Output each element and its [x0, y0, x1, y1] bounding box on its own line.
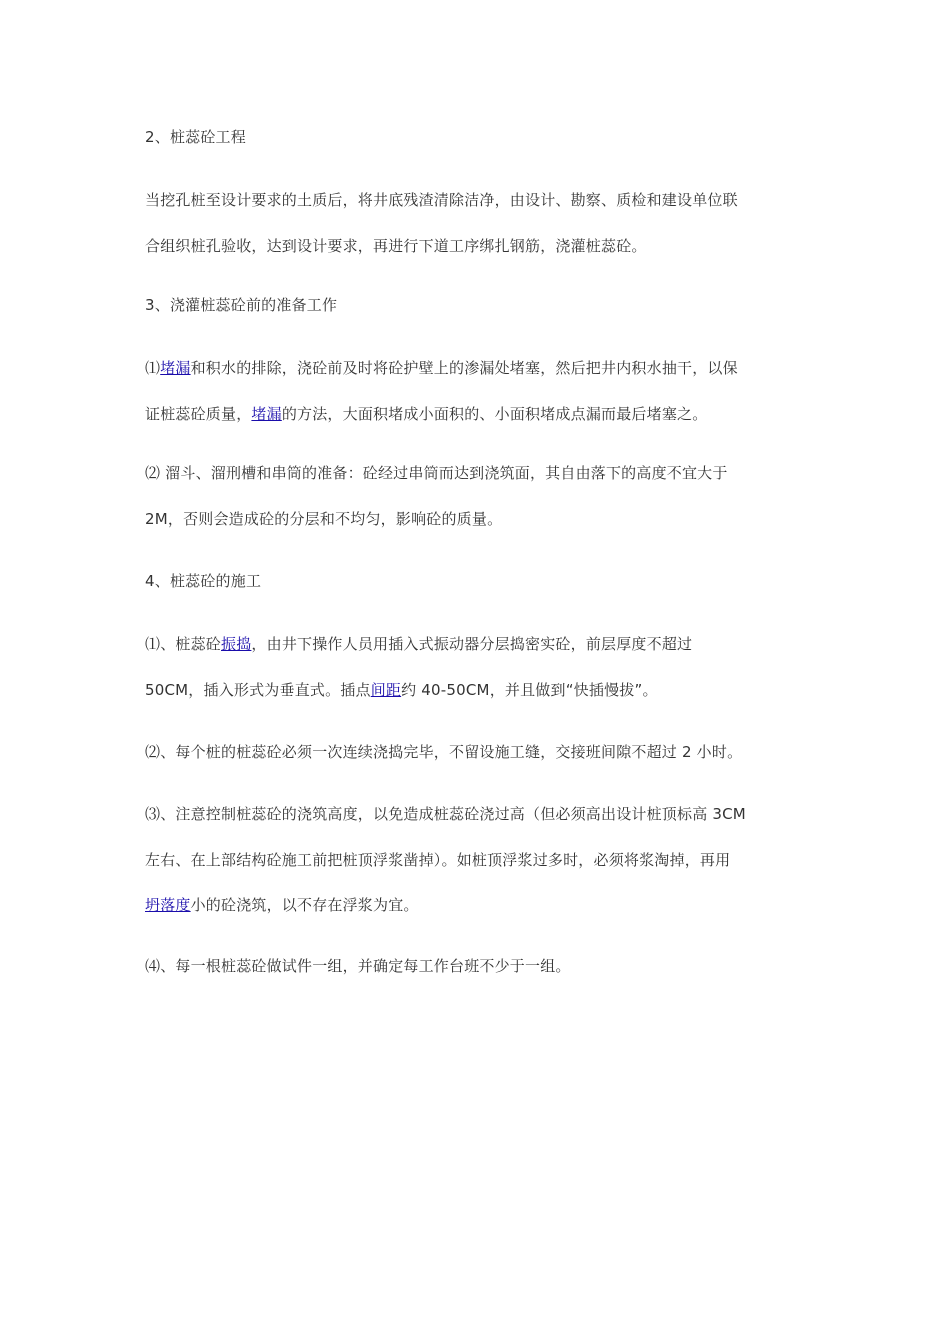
vibration-link[interactable]: 振捣 [221, 635, 252, 653]
section-3-item-2-line-1: ⑵ 溜斗、溜刑槽和串筒的准备：砼经过串筒而达到浇筑面，其自由落下的高度不宜大于 [145, 464, 728, 482]
item-text: 约 40-50CM，并且做到“快插慢拔”。 [401, 681, 658, 699]
section-3-item-1-line-2 [145, 403, 707, 425]
section-4-item-3-line-2: 左右、在上部结构砼施工前把桩顶浮浆凿掉）。如桩顶浮浆过多时，必须将浆淘掉，再用 [145, 851, 731, 869]
section-4-item-4-line-1: ⑷、每一根桩蕊砼做试件一组，并确定每工作台班不少于一组。 [145, 957, 571, 975]
item-text: 小的砼浇筑，以不存在浮浆为宜。 [190, 896, 419, 914]
section-2-heading: 2、桩蕊砼工程 [145, 128, 246, 146]
section-3-item-1-line-1 [145, 357, 738, 379]
leak-plugging-link-2[interactable]: 堵漏 [251, 405, 282, 423]
section-4-heading: 4、桩蕊砼的施工 [145, 572, 262, 590]
section-4-item-1-line-1 [145, 633, 692, 655]
leak-plugging-link[interactable]: 堵漏 [160, 359, 191, 377]
section-4-item-3-line-3 [145, 894, 419, 916]
item-text: 和积水的排除，浇砼前及时将砼护壁上的渗漏处堵塞，然后把井内积水抽干，以保 [190, 359, 738, 377]
item-marker: ⑴ [145, 359, 161, 377]
section-4-item-3-line-1: ⑶、注意控制桩蕊砼的浇筑高度，以免造成桩蕊砼浇过高（但必须高出设计桩顶标高 3CM [145, 805, 746, 823]
section-2-paragraph-line-1: 当挖孔桩至设计要求的土质后，将井底残渣清除洁净，由设计、勘察、质检和建设单位联 [145, 191, 738, 209]
section-3-item-2-line-2: 2M，否则会造成砼的分层和不均匀，影响砼的质量。 [145, 510, 503, 528]
spacing-link[interactable]: 间距 [370, 681, 402, 699]
item-text: 50CM，插入形式为垂直式。插点 [145, 681, 371, 699]
item-text: 的方法，大面积堵成小面积的、小面积堵成点漏而最后堵塞之。 [281, 405, 708, 423]
section-4-item-2-line-1: ⑵、每个桩的桩蕊砼必须一次连续浇捣完毕，不留设施工缝，交接班间隙不超过 2 小时。 [145, 743, 743, 761]
item-text: ，由井下操作人员用插入式振动器分层捣密实砼，前层厚度不超过 [251, 635, 693, 653]
slump-link[interactable]: 坍落度 [145, 896, 191, 914]
section-2-paragraph-line-2: 合组织桩孔验收，达到设计要求，再进行下道工序绑扎钢筋，浇灌桩蕊砼。 [145, 237, 647, 255]
section-4-item-1-line-2 [145, 679, 658, 701]
item-text: 证桩蕊砼质量， [145, 405, 252, 423]
section-3-heading: 3、浇灌桩蕊砼前的准备工作 [145, 296, 338, 314]
item-text: ⑴、桩蕊砼 [145, 635, 222, 653]
